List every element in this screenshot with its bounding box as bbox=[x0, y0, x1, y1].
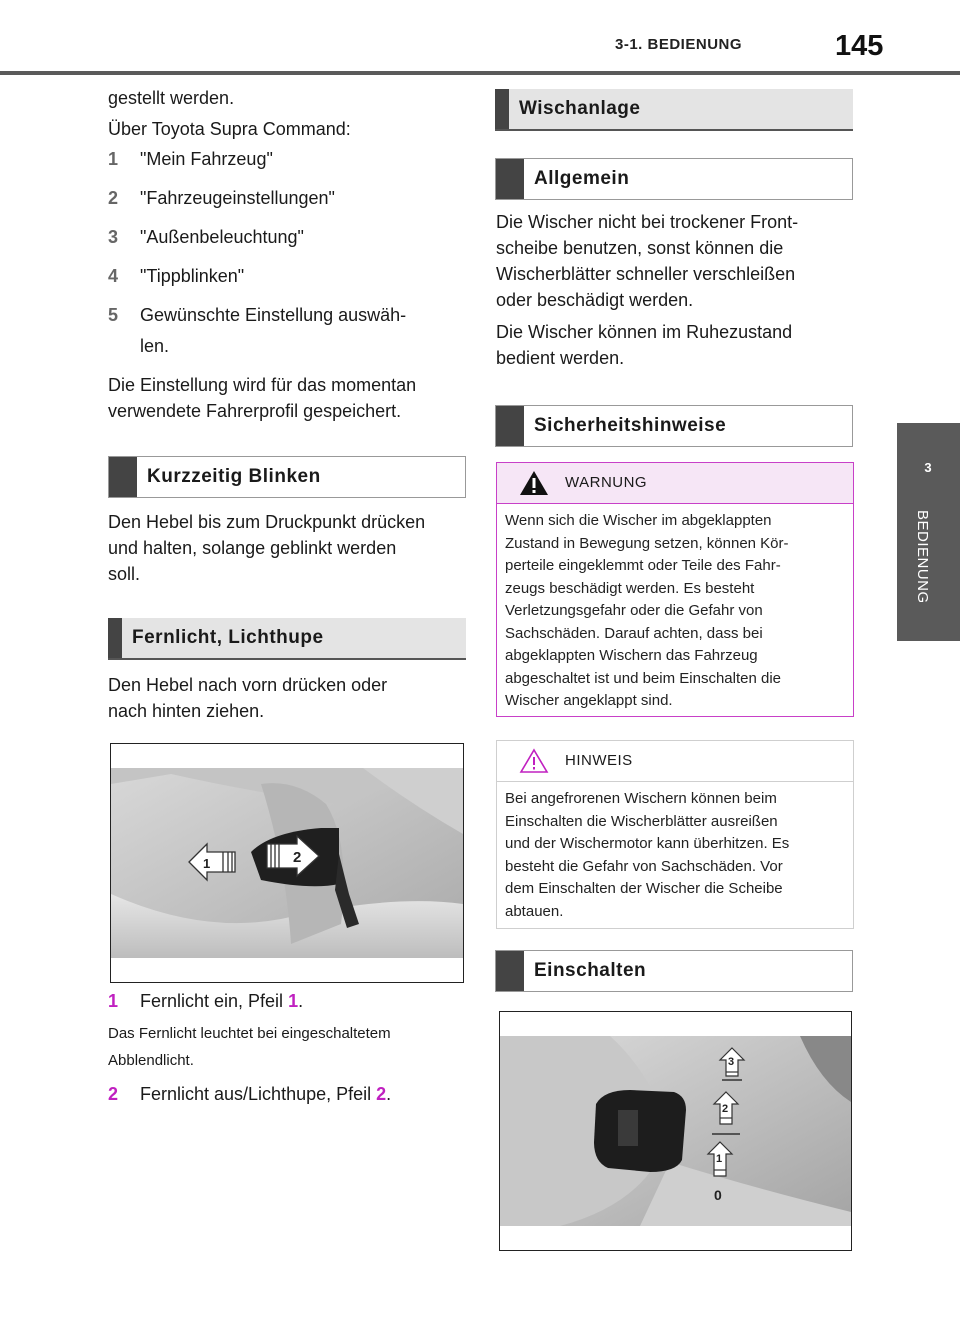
list-item-end: . bbox=[386, 1084, 392, 1104]
allg-text-5: Die Wischer können im Ruhezustand bbox=[496, 322, 793, 342]
warning-line: perteile eingeklemmt oder Teile des Fahr- bbox=[505, 557, 781, 574]
hint-line: besteht die Gefahr von Sachschäden. Vor bbox=[505, 857, 783, 875]
heading-text: Kurzzeitig Blinken bbox=[147, 466, 321, 487]
heading-bar bbox=[496, 406, 524, 446]
list-item bbox=[108, 262, 468, 291]
heading-einschalten bbox=[495, 950, 853, 992]
list-item bbox=[108, 223, 468, 252]
heading-text: Wischanlage bbox=[519, 98, 641, 119]
allg-text-1: Die Wischer nicht bei trockener Front- bbox=[496, 212, 799, 232]
list-item-main: Fernlicht ein, Pfeil bbox=[140, 991, 284, 1011]
warning-line: Sachschäden. Darauf achten, dass bei bbox=[505, 624, 763, 642]
heading-bar bbox=[108, 618, 122, 658]
profile-note-1: Die Einstellung wird für das momentan bbox=[108, 375, 417, 395]
warning-line: abgeklappten Wischern das Fahrzeug bbox=[505, 647, 758, 664]
position-0-label: 0 bbox=[714, 1187, 722, 1203]
wiper-stalk bbox=[594, 1090, 686, 1172]
heading-bar bbox=[496, 159, 524, 199]
list-item bbox=[108, 184, 468, 213]
wiper-switch bbox=[618, 1110, 638, 1146]
hint-line: Bei angefrorenen Wischern können beim bbox=[505, 790, 777, 807]
position-1-label: 1 bbox=[716, 1153, 723, 1165]
allg-text-3: Wischerblätter schneller verschleißen bbox=[496, 264, 796, 284]
figure-high-beam-lever bbox=[110, 743, 464, 983]
hint-body bbox=[505, 788, 845, 923]
allg-text-6: bedient werden. bbox=[496, 348, 625, 368]
section-title: 3-1. BEDIENUNG bbox=[615, 36, 743, 53]
kurz-text-3: soll. bbox=[108, 564, 141, 584]
warning-line: Verletzungsgefahr oder die Gefahr von bbox=[505, 602, 763, 619]
list-item-text: "Tippblinken" bbox=[140, 266, 245, 286]
list-item-number: 1 bbox=[108, 991, 119, 1011]
list-item-main: Fernlicht aus/Lichthupe, Pfeil bbox=[140, 1084, 372, 1104]
hint-icon bbox=[519, 748, 549, 774]
warning-line: Wenn sich die Wischer im abgeklappten bbox=[505, 512, 772, 529]
list-item-end: . bbox=[298, 991, 304, 1011]
heading-text: Sicherheitshinweise bbox=[534, 415, 727, 436]
list-item bbox=[108, 301, 468, 330]
list-item-number: 2 bbox=[108, 188, 119, 208]
list-item bbox=[108, 1080, 468, 1109]
heading-text: Allgemein bbox=[534, 168, 630, 189]
fern-text-2: nach hinten ziehen. bbox=[108, 701, 265, 721]
header-rule bbox=[0, 71, 960, 75]
warning-body bbox=[505, 510, 845, 713]
warning-header bbox=[497, 463, 853, 504]
position-3-label: 3 bbox=[728, 1056, 735, 1068]
figure-wiper-lever bbox=[499, 1011, 852, 1251]
allg-text-4: oder beschädigt werden. bbox=[496, 290, 694, 310]
hint-line: Einschalten die Wischerblätter ausreißen bbox=[505, 812, 778, 830]
fern-small-2: Abblendlicht. bbox=[108, 1052, 194, 1069]
fern-small-1: Das Fernlicht leuchtet bei eingeschaltetem bbox=[108, 1025, 391, 1042]
heading-allgemein bbox=[495, 158, 853, 200]
page-number: 145 bbox=[835, 30, 884, 62]
heading-text: Einschalten bbox=[534, 960, 647, 981]
list-item-number: 1 bbox=[108, 149, 119, 169]
heading-text: Fernlicht, Lichthupe bbox=[132, 627, 324, 648]
list-item-number: 4 bbox=[108, 266, 119, 286]
hint-line: und der Wischermotor kann überhitzen. Es bbox=[505, 835, 790, 852]
hint-box bbox=[496, 740, 854, 929]
list-item-text: "Außenbeleuchtung" bbox=[140, 227, 304, 247]
heading-wischanlage bbox=[495, 89, 853, 131]
list-item-text-continued: len. bbox=[140, 336, 170, 356]
list-item-text bbox=[140, 987, 303, 1016]
fern-text-1: Den Hebel nach vorn drücken oder bbox=[108, 675, 388, 695]
heading-bar bbox=[496, 951, 524, 991]
heading-fernlicht bbox=[108, 618, 466, 660]
hint-line: dem Einschalten der Wischer die Scheibe bbox=[505, 880, 783, 897]
warning-box bbox=[496, 462, 854, 717]
heading-sicherheitshinweise bbox=[495, 405, 853, 447]
list-item-number: 3 bbox=[108, 227, 119, 247]
profile-note-2: verwendete Fahrerprofil gespeichert. bbox=[108, 401, 402, 421]
list-item-number: 5 bbox=[108, 305, 119, 325]
warning-line: abgeschaltet ist und beim Einschalten die bbox=[505, 669, 782, 687]
arrow-ref: 2 bbox=[376, 1084, 387, 1104]
kurz-text-1: Den Hebel bis zum Druckpunkt drücken bbox=[108, 512, 426, 532]
chapter-tab-label: BEDIENUNG bbox=[914, 510, 931, 604]
intro-text-1: gestellt werden. bbox=[108, 88, 235, 108]
list-item-number: 2 bbox=[108, 1084, 119, 1104]
list-item-text: "Mein Fahrzeug" bbox=[140, 149, 273, 169]
warning-icon bbox=[519, 470, 549, 496]
kurz-text-2: und halten, solange geblinkt werden bbox=[108, 538, 397, 558]
heading-bar bbox=[109, 457, 137, 497]
position-2-label: 2 bbox=[722, 1103, 729, 1115]
list-item bbox=[108, 145, 468, 174]
hint-line: abtauen. bbox=[505, 902, 564, 920]
hint-header bbox=[497, 741, 853, 782]
chapter-tab-number: 3 bbox=[924, 460, 932, 475]
warning-title: WARNUNG bbox=[565, 474, 648, 491]
hint-title: HINWEIS bbox=[565, 752, 633, 769]
figure-high-beam-illustration bbox=[111, 744, 463, 982]
warning-line: zeugs beschädigt werden. Es besteht bbox=[505, 579, 755, 597]
allg-text-2: scheibe benutzen, sonst können die bbox=[496, 238, 784, 258]
heading-bar bbox=[495, 89, 509, 129]
arrow-1-label: 1 bbox=[203, 856, 211, 871]
warning-line: Wischer angeklappt sind. bbox=[505, 692, 673, 709]
warning-line: Zustand in Bewegung setzen, können Kör- bbox=[505, 534, 789, 552]
chapter-tab-label-wrap bbox=[903, 510, 953, 630]
arrow-ref: 1 bbox=[288, 991, 299, 1011]
arrow-2-label: 2 bbox=[293, 849, 302, 866]
intro-text-2: Über Toyota Supra Command: bbox=[108, 119, 351, 139]
list-item-text bbox=[140, 1080, 391, 1109]
figure-wiper-illustration bbox=[500, 1012, 851, 1250]
list-item bbox=[108, 987, 468, 1016]
heading-kurzzeitig-blinken bbox=[108, 456, 466, 498]
list-item-text: "Fahrzeugeinstellungen" bbox=[140, 188, 335, 208]
list-item-text: Gewünschte Einstellung auswäh- bbox=[140, 305, 407, 325]
